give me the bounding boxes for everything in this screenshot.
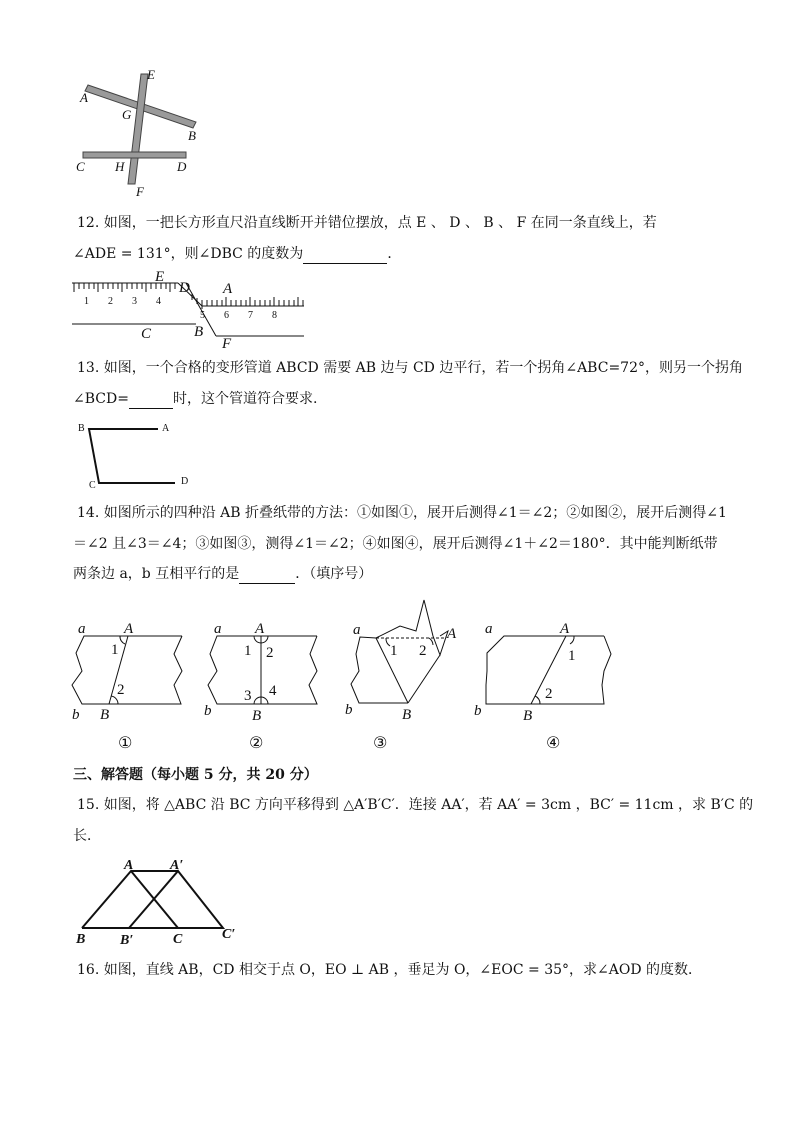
q12-line1: 12. 如图，一把长方形直尺沿直线断开并错位摆放，点 E 、 D 、 B 、 F 在同一条直线上，若	[77, 215, 657, 231]
label-e: E	[147, 67, 155, 82]
label-a: A	[80, 90, 88, 105]
label-c: C	[141, 326, 152, 342]
caption-3: ③	[373, 733, 388, 752]
figure-q14-4	[474, 598, 624, 724]
q15-line2: 长．	[73, 828, 101, 844]
label-b-lower: b	[72, 707, 80, 723]
q15-line1: 15. 如图，将 △ABC 沿 BC 方向平移得到 △A′B′C′．连接 AA′，若 AA′ = 3cm ，BC′ = 11cm ，求 B′C 的	[77, 797, 754, 813]
label-a: A	[255, 621, 265, 637]
q13-line2-end: 时，这个管道符合要求.	[172, 391, 318, 407]
label-b-lower: b	[204, 703, 212, 719]
label-c: C	[89, 480, 96, 490]
q14-line3	[73, 564, 372, 584]
label-d: D	[181, 476, 189, 487]
label-a-prime: A′	[170, 858, 184, 873]
answer-blank-q14[interactable]	[239, 583, 295, 584]
angle-3: 3	[244, 688, 252, 704]
ruler-num-7: 7	[248, 310, 253, 321]
angle-2: 2	[419, 643, 427, 659]
label-d: D	[177, 159, 187, 174]
label-f: F	[222, 336, 232, 350]
q13-line2-text: ∠BCD=	[73, 391, 129, 407]
label-g: G	[122, 107, 132, 122]
q14-line2: ＝∠2 且∠3＝∠4；③如图③，测得∠1＝∠2；④如图④，展开后测得∠1＋∠2＝180°．其中能判断纸带	[73, 536, 718, 552]
figure-q12-ruler	[68, 268, 313, 350]
ruler-num-5: 5	[200, 310, 205, 321]
caption-2: ②	[249, 733, 264, 752]
figure-q14-3	[340, 593, 470, 723]
ruler-ticks-right	[192, 294, 303, 309]
q14-line1: 14. 如图所示的四种沿 AB 折叠纸带的方法：①如图①，展开后测得∠1＝∠2；②如图②，展开后测得∠1	[77, 505, 727, 521]
label-f: F	[136, 184, 144, 199]
angle-1: 1	[390, 643, 398, 659]
label-a-lower: a	[485, 621, 493, 637]
q12-line2-end: ．	[387, 246, 402, 262]
angle-1: 1	[111, 642, 119, 658]
label-b: B	[523, 708, 533, 724]
angle-2: 2	[266, 645, 274, 661]
label-a-lower: a	[214, 621, 222, 637]
label-b: B	[194, 324, 204, 340]
section-title: 三、解答题（每小题 5 分，共 20 分）	[73, 767, 318, 783]
ruler-num-8: 8	[272, 310, 277, 321]
label-c-prime: C′	[222, 927, 236, 942]
angle-2: 2	[545, 686, 553, 702]
q12-line2	[73, 244, 401, 264]
angle-1: 1	[568, 648, 576, 664]
caption-4: ④	[546, 733, 561, 752]
label-h: H	[115, 159, 125, 174]
q14-line3-text: 两条边 a，b 互相平行的是	[73, 566, 240, 582]
ruler-cd	[83, 152, 186, 158]
q13-line2	[73, 389, 317, 409]
label-a: A	[223, 281, 233, 297]
angle-4: 4	[269, 683, 277, 699]
q14-line3-end: ．（填序号）	[295, 566, 373, 582]
label-a: A	[124, 858, 134, 873]
label-b: B	[78, 423, 85, 434]
label-a: A	[560, 621, 570, 637]
figure-q15-translation	[72, 855, 247, 950]
ruler-num-6: 6	[224, 310, 229, 321]
label-b-lower: b	[474, 703, 482, 719]
ruler-num-4: 4	[156, 296, 161, 307]
label-c: C	[76, 159, 85, 174]
figure-q14-1	[64, 598, 194, 724]
ruler-num-1: 1	[84, 296, 89, 307]
label-b: B	[76, 932, 86, 947]
label-b: B	[100, 707, 110, 723]
q13-line1: 13. 如图，一个合格的变形管道 ABCD 需要 AB 边与 CD 边平行，若一个拐角∠ABC=72°，则另一个拐角	[77, 360, 743, 376]
ruler-num-2: 2	[108, 296, 113, 307]
figure-q14-2	[202, 598, 332, 724]
label-a-lower: a	[353, 622, 361, 638]
answer-blank-q13[interactable]	[129, 408, 173, 409]
label-c: C	[173, 932, 183, 947]
label-b-prime: B′	[120, 933, 134, 948]
q16-line1: 16. 如图，直线 AB，CD 相交于点 O，EO ⊥ AB ，垂足为 O，∠EOC = 35°，求∠AOD 的度数．	[77, 962, 702, 978]
figure-q13-pipe	[72, 420, 197, 490]
label-a-lower: a	[78, 621, 86, 637]
label-b-lower: b	[345, 702, 353, 718]
label-a: A	[124, 621, 134, 637]
angle-1: 1	[244, 643, 252, 659]
label-a: A	[162, 423, 170, 434]
answer-blank-q12[interactable]	[303, 263, 387, 264]
caption-1: ①	[118, 733, 133, 752]
label-b: B	[252, 708, 262, 724]
ruler-num-3: 3	[132, 296, 137, 307]
label-e: E	[155, 269, 165, 285]
figure-q11-rulers	[70, 62, 220, 202]
ruler-ef	[128, 74, 148, 184]
label-d: D	[179, 280, 190, 296]
label-b: B	[188, 128, 196, 143]
label-b: B	[402, 707, 412, 723]
label-a: A	[447, 626, 457, 642]
q12-line2-text: ∠ADE = 131°，则∠DBC 的度数为	[73, 246, 304, 262]
angle-2: 2	[117, 682, 125, 698]
